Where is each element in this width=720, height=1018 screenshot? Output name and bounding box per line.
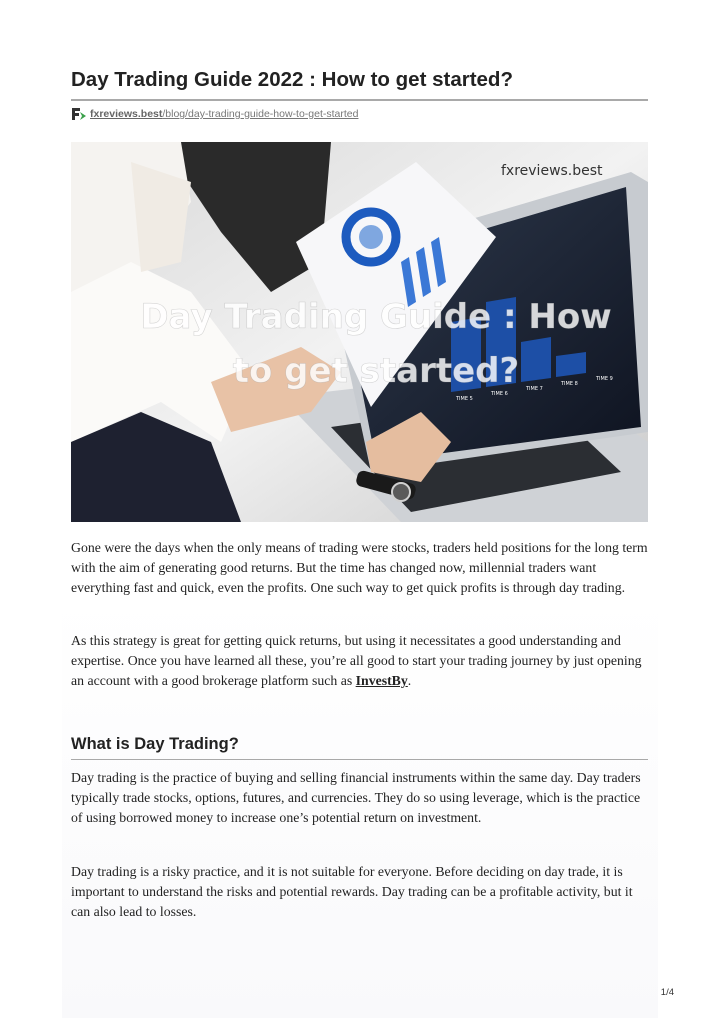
hero-overlay-line2: to get started?: [232, 351, 520, 391]
risk-paragraph: Day trading is a risky practice, and it is not suitable for everyone. Before deciding on day trade, it is important to understand the risks and potential rewards. Day trading can be a profitable activity, but it can also lead to losses.: [71, 864, 633, 919]
page-number: 1/4: [660, 987, 674, 998]
hero-watermark: fxreviews.best: [501, 163, 603, 179]
investby-link[interactable]: InvestBy: [355, 673, 408, 688]
title-divider: [71, 99, 648, 101]
hero-image: [71, 142, 648, 522]
chart-label: TIME 6: [491, 391, 508, 397]
source-link[interactable]: [71, 106, 358, 122]
intro-paragraph: Gone were the days when the only means of trading were stocks, traders held positions for the long term with the aim of generating good returns. But the time has changed now, millennial traders want everything fast and quick, even the profits. One such way to get quick profits is through day trading.: [71, 540, 648, 595]
page-title: Day Trading Guide 2022 : How to get started?: [71, 68, 513, 91]
source-domain[interactable]: fxreviews.best: [90, 108, 163, 120]
chart-label: TIME 9: [596, 376, 613, 382]
definition-paragraph: Day trading is the practice of buying and selling financial instruments within the same day. Day traders typically trade stocks, options, futures, and currencies. They do so using leverage, which is the practice of using borrowed money to increase one’s potential return on investment.: [71, 770, 641, 825]
strategy-paragraph: [71, 631, 651, 691]
section-heading-day-trading: What is Day Trading?: [71, 735, 239, 753]
chart-label: TIME 7: [526, 386, 543, 392]
fx-logo-icon: [71, 107, 87, 121]
strategy-text: As this strategy is great for getting quick returns, but using it necessitates a good understanding and expertise. Once you have learned all these, you’re all good to start your trading journey by just opening an account with a good brokerage platform such as: [71, 633, 642, 688]
chart-label: TIME 8: [561, 381, 578, 387]
section-divider: [71, 759, 648, 760]
strategy-end: .: [407, 673, 412, 688]
hero-overlay-line1: Day Trading Guide : How: [140, 297, 612, 337]
chart-label: TIME 5: [456, 396, 473, 402]
source-path[interactable]: /blog/day-trading-guide-how-to-get-started: [162, 108, 359, 120]
